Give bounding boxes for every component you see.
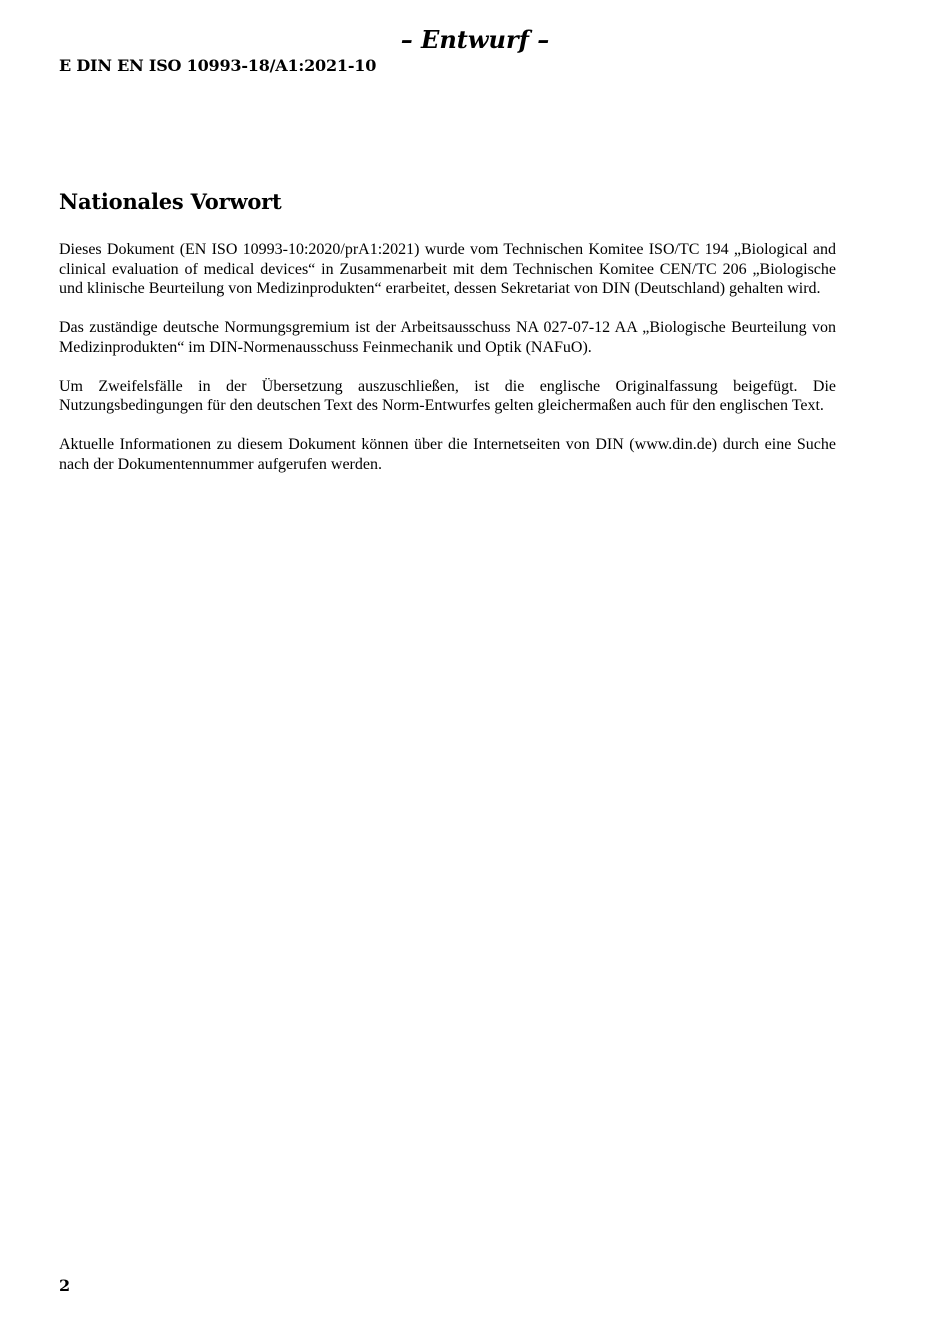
foreword-body [59, 240, 836, 494]
page-number: 2 [59, 1276, 71, 1295]
paragraph-committee: Dieses Dokument (EN ISO 10993-10:2020/prA1:2021) wurde vom Technischen Komitee ISO/TC 194 „Biological and clinical evaluation of medical devices“ in Zusammenarbeit mit dem Technischen Komitee CEN/TC 206 „Biologische und klinische Beurteilung von Medizinprodukten“ erarbeitet, dessen Sekretariat von DIN (Deutschland) gehalten wird. [59, 241, 836, 297]
paragraph-current-information: Aktuelle Informationen zu diesem Dokument können über die Internetseiten von DIN (www.din.de) durch eine Suche nach der Dokumentennummer aufgerufen werden. [59, 436, 836, 473]
document-identifier: E DIN EN ISO 10993-18/A1:2021-10 [59, 56, 377, 75]
section-title: Nationales Vorwort [59, 189, 282, 214]
paragraph-translation-note: Um Zweifelsfälle in der Übersetzung auszuschließen, ist die englische Originalfassung beigefügt. Die Nutzungsbedingungen für den deutschen Text des Norm-Entwurfes gelten gleichermaßen auch für den englischen Text. [59, 377, 836, 414]
paragraph-responsible-body: Das zuständige deutsche Normungsgremium ist der Arbeitsausschuss NA 027-07-12 AA „Biologische Beurteilung von Medizinprodukten“ im DIN-Normenausschuss Feinmechanik und Optik (NAFuO). [59, 319, 836, 356]
draft-watermark-header: – Entwurf – [400, 25, 550, 54]
